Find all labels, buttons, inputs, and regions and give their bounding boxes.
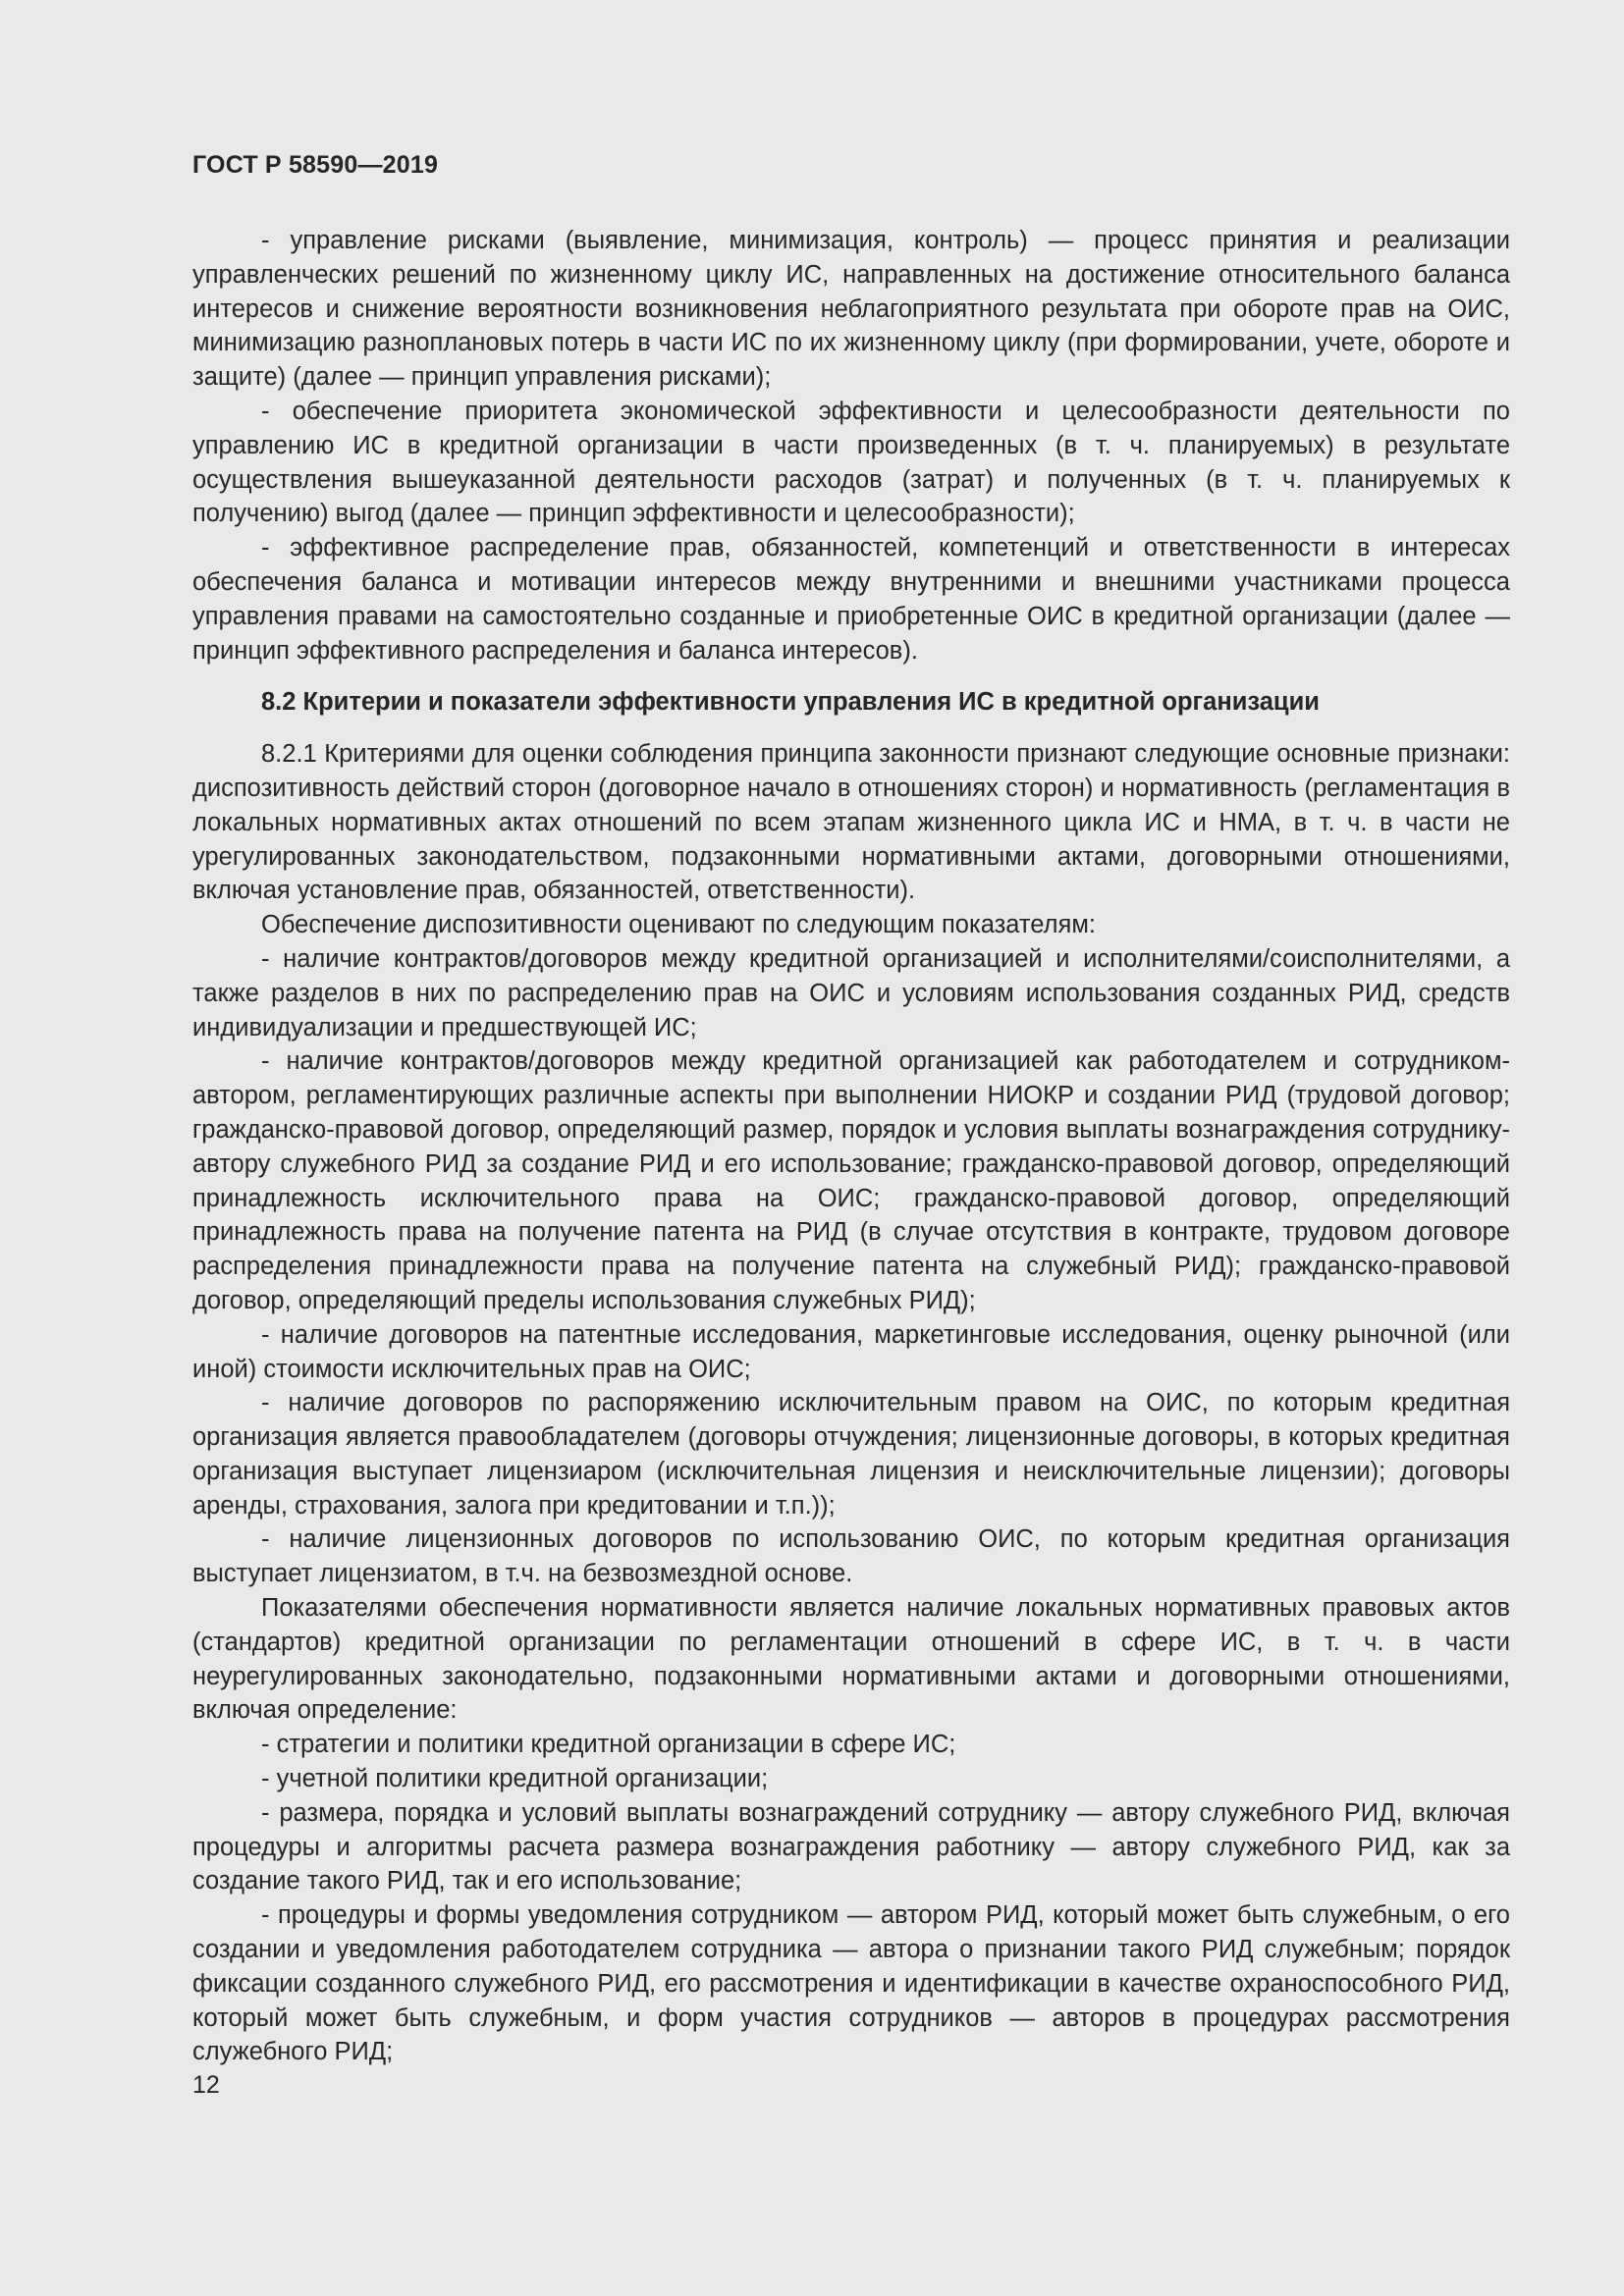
paragraph: Обеспечение диспозитивности оценивают по следующим показателям: — [261, 911, 1096, 939]
paragraph: - наличие контрактов/договоров между кредитной организацией как работодателем и сотрудником-автором, регламентирующих различные аспекты при выполнении НИОКР и создании РИД (трудовой договор; гражданско-правовой договор, определяющий размер, порядок и условия выплаты вознаграждения сотруднику-автору служебного РИД за создание РИД и его использование; гражданско-правовой договор, определяющий принадлежность исключительного права на ОИС; гражданско-правовой договор, определяющий принадлежность права на получение патента на РИД (в случае отсутствия в контракте, трудовом договоре распределения принадлежности права на получение патента на служебный РИД); гражданско-правовой договор, определяющий пределы использования служебных РИД); — [192, 1047, 1510, 1314]
paragraph: 8.2.1 Критериями для оценки соблюдения принципа законности признают следующие основные признаки: диспозитивность действий сторон (договорное начало в отношениях сторон) и нормативность (регламентация в локальных нормативных актах отношений по всем этапам жизненного цикла ИС и НМА, в т. ч. в части не урегулированных законодательством, подзаконными нормативными актами, договорными отношениями, включая установление прав, обязанностей, ответственности). — [192, 740, 1510, 905]
paragraph: - наличие контрактов/договоров между кредитной организацией и исполнителями/соисполнителями, а также разделов в них по распределению прав на ОИС и условиям использования созданных РИД, средств индивидуализации и предшествующей ИС; — [192, 944, 1510, 1041]
paragraph: - стратегии и политики кредитной организации в сфере ИС; — [261, 1731, 956, 1759]
paragraph: Показателями обеспечения нормативности является наличие локальных нормативных правовых актов (стандартов) кредитной организации по регламентации отношений в сфере ИС, в т. ч. в части неурегулированных законодательно, подзаконными нормативными актами и договорными отношениями, включая определение: — [192, 1594, 1510, 1725]
standard-designation: ГОСТ Р 58590—2019 — [192, 151, 439, 179]
paragraph: - наличие договоров на патентные исследования, маркетинговые исследования, оценку рыночной (или иной) стоимости исключительных прав на ОИС; — [192, 1320, 1510, 1383]
page-number: 12 — [192, 2071, 220, 2099]
paragraph: - процедуры и формы уведомления сотрудником — автором РИД, который может быть служебным, о его создании и уведомления работодателем сотрудника — автора о признании такого РИД служебным; порядок фиксации созданного служебного РИД, его рассмотрения и идентификации в качестве охраноспособного РИД, который может быть служебным, и форм участия сотрудников — авторов в процедурах рассмотрения служебного РИД; — [192, 1901, 1510, 2066]
paragraph: - размера, порядка и условий выплаты вознаграждений сотруднику — автору служебного РИД, включая процедуры и алгоритмы расчета размера вознаграждения работнику — автору служебного РИД, как за создание такого РИД, так и его использование; — [192, 1798, 1510, 1896]
document-body — [192, 224, 1510, 2069]
paragraph: - обеспечение приоритета экономической эффективности и целесообразности деятельности по управлению ИС в кредитной организации в части произведенных (в т. ч. планируемых) в результате осуществления вышеуказанной деятельности расходов (затрат) и полученных (в т. ч. планируемых к получению) выгод (далее — принцип эффективности и целесообразности); — [192, 397, 1510, 528]
paragraph: - управление рисками (выявление, минимизация, контроль) — процесс принятия и реализации управленческих решений по жизненному циклу ИС, направленных на достижение относительного баланса интересов и снижение вероятности возникновения неблагоприятного результата при обороте прав на ОИС, минимизацию разноплановых потерь в части ИС по их жизненному циклу (при формировании, учете, обороте и защите) (далее — принцип управления рисками); — [192, 227, 1510, 392]
section-heading: 8.2 Критерии и показатели эффективности управления ИС в кредитной организации — [261, 688, 1320, 717]
paragraph: - наличие договоров по распоряжению исключительным правом на ОИС, по которым кредитная организация является правообладателем (договоры отчуждения; лицензионные договоры, в которых кредитная организация выступает лицензиаром (исключительная лицензия и неисключительные лицензии); договоры аренды, страхования, залога при кредитовании и т.п.)); — [192, 1389, 1510, 1520]
paragraph: - наличие лицензионных договоров по использованию ОИС, по которым кредитная организация выступает лицензиатом, в т.ч. на безвозмездной основе. — [192, 1525, 1510, 1588]
paragraph: - эффективное распределение прав, обязанностей, компетенций и ответственности в интересах обеспечения баланса и мотивации интересов между внутренними и внешними участниками процесса управления правами на самостоятельно созданные и приобретенные ОИС в кредитной организации (далее — принцип эффективного распределения и баланса интересов). — [192, 534, 1510, 665]
paragraph: - учетной политики кредитной организации; — [261, 1765, 769, 1793]
